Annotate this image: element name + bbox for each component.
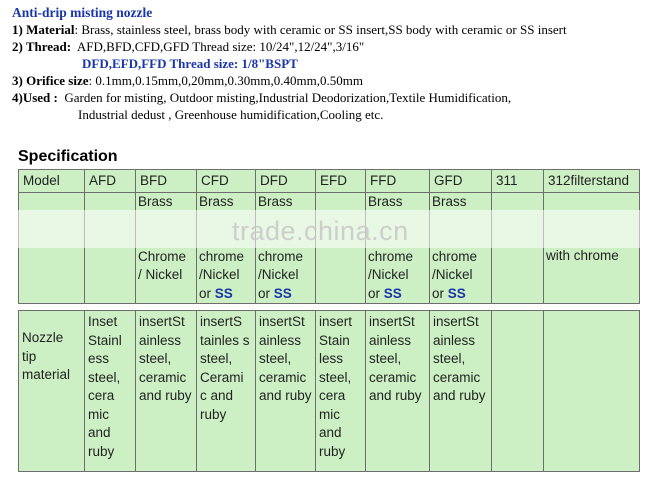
col-efd: EFD bbox=[316, 170, 366, 193]
product-description bbox=[12, 4, 662, 123]
thread-label: 2) Thread: bbox=[12, 39, 72, 54]
used-line bbox=[12, 89, 662, 106]
used-label: 4)Used : bbox=[12, 90, 58, 105]
cell-body-cfd: Brass chrome /Nickel or SS bbox=[197, 193, 256, 304]
col-gfd: GFD bbox=[430, 170, 492, 193]
cell-tip-afd: Inset Stainl ess steel, cera mic and ruby bbox=[85, 311, 136, 472]
col-bfd: BFD bbox=[136, 170, 197, 193]
used-text: Garden for misting, Outdoor misting,Industrial Deodorization,Textile Humidification, bbox=[64, 90, 512, 105]
thread-text: AFD,BFD,CFD,GFD Thread size: 10/24",12/24",3/16" bbox=[76, 39, 365, 54]
watermark-text: trade.china.cn bbox=[232, 216, 409, 246]
cell-body-dfd: Brass chrome /Nickel or SS bbox=[256, 193, 316, 304]
cell-tip-gfd: insertSt ainless steel, ceramic and ruby bbox=[430, 311, 492, 472]
cell-tip-efd: insert Stain less steel, cera mic and ruby bbox=[316, 311, 366, 472]
cell-body-ffd: Brass chrome /Nickel or SS bbox=[366, 193, 430, 304]
used-line-2: Industrial dedust , Greenhouse humidification,Cooling etc. bbox=[78, 107, 384, 122]
cell-tip-311 bbox=[492, 311, 544, 472]
cell-tip-ffd: insertSt ainless steel, ceramic and ruby bbox=[366, 311, 430, 472]
cell-tip-cfd: insertS tainles s steel, Cerami c and ruby bbox=[197, 311, 256, 472]
cell-body-bfd: Brass Chrome / Nickel bbox=[136, 193, 197, 304]
col-model: Model bbox=[19, 170, 85, 193]
tip-material-row bbox=[19, 311, 640, 472]
header-row bbox=[19, 170, 640, 193]
cell-tip-dfd: insertSt ainless steel, ceramic and ruby bbox=[256, 311, 316, 472]
col-dfd: DFD bbox=[256, 170, 316, 193]
specification-heading: Specification bbox=[18, 148, 118, 165]
cell-body-312: with chrome bbox=[544, 193, 640, 304]
orifice-line bbox=[12, 72, 662, 89]
col-ffd: FFD bbox=[366, 170, 430, 193]
thread-line bbox=[12, 38, 662, 55]
spacer-row bbox=[19, 304, 640, 311]
col-312filterstand: 312filterstand bbox=[544, 170, 640, 193]
col-311: 311 bbox=[492, 170, 544, 193]
thread-line-2: DFD,EFD,FFD Thread size: 1/8"BSPT bbox=[82, 56, 298, 71]
orifice-label: 3) Orifice size bbox=[12, 73, 89, 88]
material-line bbox=[12, 21, 662, 38]
cell-tip-label: Nozzle tip material bbox=[19, 311, 85, 472]
col-cfd: CFD bbox=[197, 170, 256, 193]
material-label: 1) Material bbox=[12, 22, 75, 37]
cell-body-gfd: Brass chrome /Nickel or SS bbox=[430, 193, 492, 304]
cell-tip-312 bbox=[544, 311, 640, 472]
orifice-text: : 0.1mm,0.15mm,0,20mm,0.30mm,0.40mm,0.50mm bbox=[88, 73, 363, 88]
product-title: Anti-drip misting nozzle bbox=[12, 5, 153, 20]
material-text: : Brass, stainless steel, brass body with ceramic or SS insert,SS body with ceramic or SS insert bbox=[74, 22, 567, 37]
col-afd: AFD bbox=[85, 170, 136, 193]
cell-tip-bfd: insertSt ainless steel, ceramic and ruby bbox=[136, 311, 197, 472]
